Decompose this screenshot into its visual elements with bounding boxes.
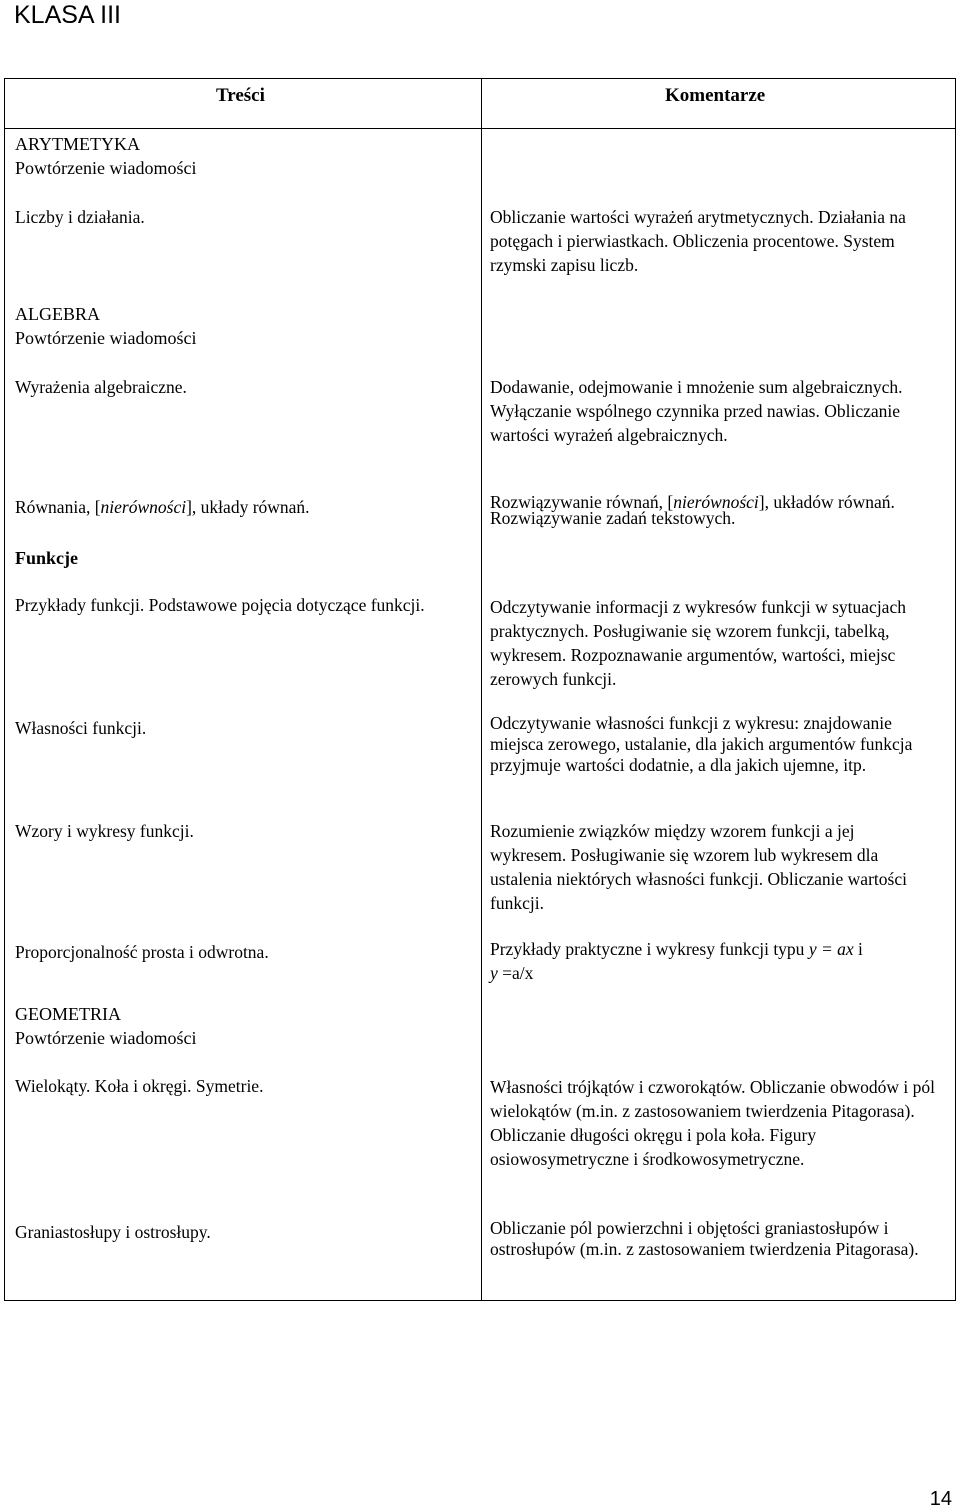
header-rule — [4, 128, 956, 129]
section-title: ALGEBRA — [15, 304, 100, 324]
formula-rest: =a/x — [497, 963, 534, 983]
header-komentarze: Komentarze — [665, 85, 766, 106]
text-part: Równania, [ — [15, 497, 101, 517]
section-subtitle: Powtórzenie wiadomości — [15, 328, 197, 348]
section-title: Funkcje — [15, 548, 78, 568]
topic-graniastoslupy: Graniastosłupy i ostrosłupy. — [15, 1222, 211, 1242]
comment-wyrazenia: Dodawanie, odejmowanie i mnożenie sum algebraicznych. Wyłączanie wspólnego czynnika przed nawias. Obliczanie wartości wyrażeń algebraicznych. — [490, 377, 903, 445]
page-title: KLASA III — [14, 1, 122, 29]
comment-wielokaty: Własności trójkątów i czworokątów. Obliczanie obwodów i pól wielokątów (m.in. z zastosowaniem twierdzenia Pitagorasa). Obliczanie długości okręgu i pola koła. Figury osiowosymetryczne i środkowosymetryczne. — [490, 1077, 936, 1169]
comment-liczby: Obliczanie wartości wyrażeń arytmetycznych. Działania na potęgach i pierwiastkach. Obliczenia procentowe. System rzymski zapisu liczb. — [490, 207, 906, 275]
text-part: i — [853, 939, 863, 959]
topic-wielokaty: Wielokąty. Koła i okręgi. Symetrie. — [15, 1076, 264, 1096]
topic-wzory: Wzory i wykresy funkcji. — [15, 821, 194, 841]
comment-proporcjonalnosc — [490, 937, 940, 985]
text-part: Przykłady praktyczne i wykresy funkcji typu — [490, 939, 809, 959]
topic-wyrazenia: Wyrażenia algebraiczne. — [15, 377, 187, 397]
topic-wlasnosci: Własności funkcji. — [15, 718, 147, 738]
section-funkcje — [15, 546, 78, 570]
text-italic: nierówności — [673, 492, 759, 512]
text-part: ], układy równań. — [186, 497, 310, 517]
section-subtitle: Powtórzenie wiadomości — [15, 158, 197, 178]
section-algebra — [15, 302, 196, 350]
topic-proporcjonalnosc: Proporcjonalność prosta i odwrotna. — [15, 942, 269, 962]
text-italic: nierówności — [100, 497, 187, 517]
comment-wzory: Rozumienie związków między wzorem funkcji a jej wykresem. Posługiwanie się wzorem lub wykresem dla ustalenia niektórych własności funkcji. Obliczanie wartości funkcji. — [490, 821, 907, 913]
comment-wlasnosci: Odczytywanie własności funkcji z wykresu: znajdowanie miejsca zerowego, ustalanie, dla jakich argumentów funkcja przyjmuje wartości dodatnie, a dla jakich ujemne, itp. — [490, 713, 913, 775]
formula: y = ax — [808, 939, 854, 959]
formula-variable: y — [490, 963, 498, 983]
text-part: ], układów równań. Rozwiązywanie zadań tekstowych. — [490, 492, 895, 528]
comment-przyklady: Odczytywanie informacji z wykresów funkcji w sytuacjach praktycznych. Posługiwanie się wzorem funkcji, tabelką, wykresem. Rozpoznawanie argumentów, wartości, miejsc zerowych funkcji. — [490, 597, 906, 689]
header-tresci: Treści — [216, 85, 265, 106]
topic-rownania — [15, 495, 310, 519]
page-number: 14 — [929, 1488, 952, 1510]
column-divider — [481, 78, 482, 1301]
section-title: ARYTMETYKA — [15, 134, 140, 154]
section-geometria — [15, 1002, 196, 1050]
comment-graniastoslupy: Obliczanie pól powierzchni i objętości graniastosłupów i ostrosłupów (m.in. z zastosowaniem twierdzenia Pitagorasa). — [490, 1218, 919, 1259]
section-subtitle: Powtórzenie wiadomości — [15, 1028, 197, 1048]
comment-rownania — [490, 494, 910, 526]
topic-liczby: Liczby i działania. — [15, 207, 145, 227]
text-part: Rozwiązywanie równań, [ — [490, 492, 674, 512]
topic-przyklady: Przykłady funkcji. Podstawowe pojęcia dotyczące funkcji. — [15, 595, 425, 615]
section-title: GEOMETRIA — [15, 1004, 121, 1024]
section-arytmetyka — [15, 132, 196, 180]
